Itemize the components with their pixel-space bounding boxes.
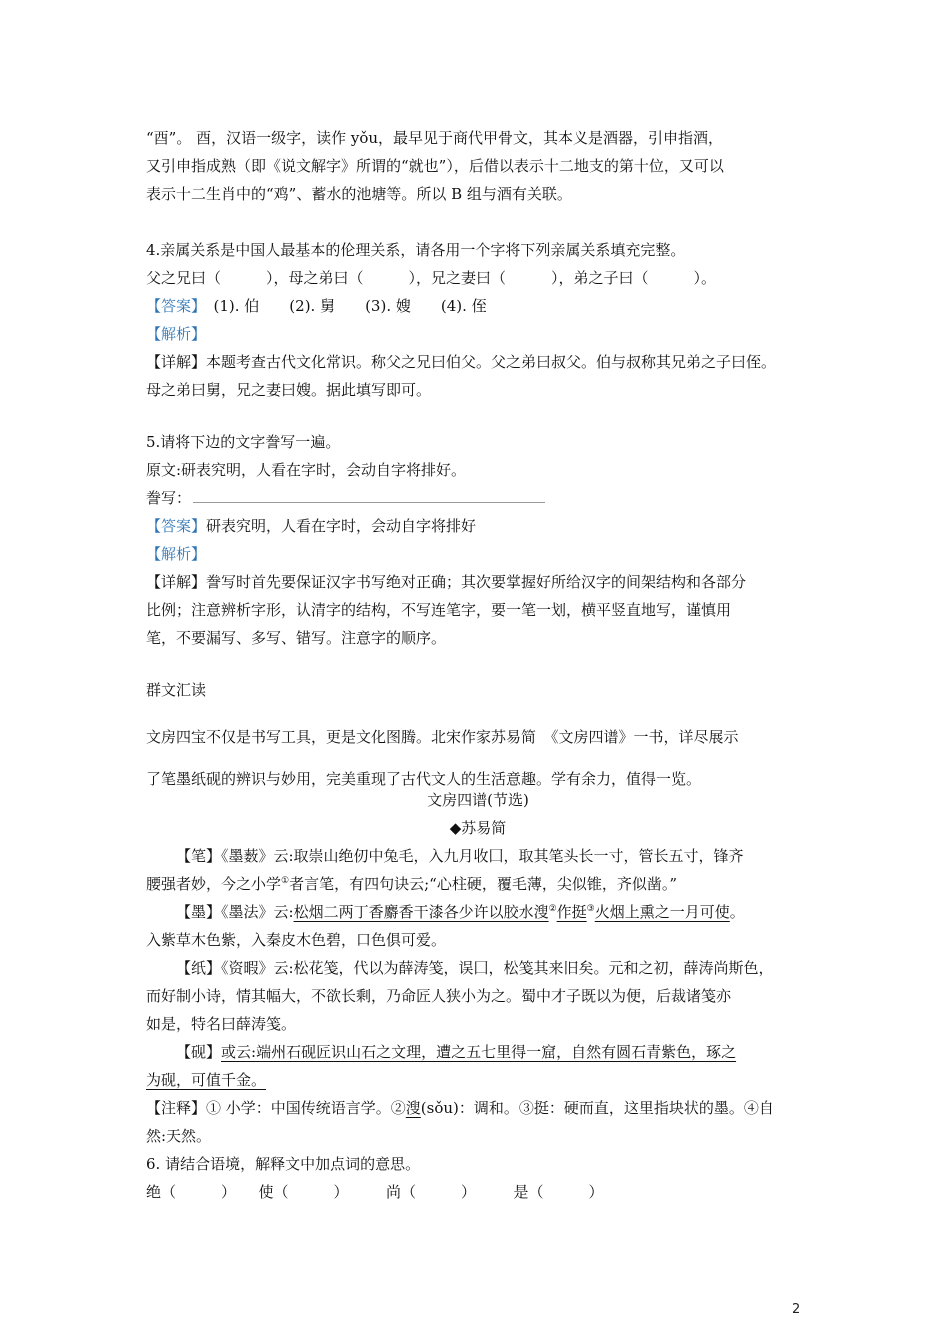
passage-zhi-line: 如是，特名曰薛涛笺。 bbox=[146, 1015, 297, 1033]
section-heading-text: 群文汇读 bbox=[146, 681, 207, 699]
intro-line: “酉”。 酉，汉语一级字，读作 yǒu，最早见于商代甲骨文，其本义是酒器，引申指酒， bbox=[146, 129, 724, 147]
question-4-text: 4.亲属关系是中国人最基本的伦理关系，请各用一个字将下列亲属关系填充完整。 bbox=[146, 241, 686, 259]
notes-line: 然:天然。 bbox=[146, 1127, 212, 1145]
question-5-answer bbox=[146, 512, 810, 540]
analysis-label: 【解析】 bbox=[146, 545, 207, 563]
question-6-blanks: 绝（ ） 使（ ） 尚（ ） 是（ ） bbox=[146, 1183, 604, 1201]
underlined-text: 溲 bbox=[405, 1099, 421, 1117]
answer-label: 【答案】 bbox=[146, 297, 199, 315]
section-intro-line: 文房四宝不仅是书写工具，更是文化图腾。北宋作家苏易简 《文房四谱》一书，详尽展示 bbox=[146, 728, 739, 746]
footnote-marker: ③ bbox=[586, 904, 595, 914]
question-5-original: 原文:研表究明，人看在字时，会动自字将排好。 bbox=[146, 461, 467, 479]
passage-yan-line bbox=[146, 1038, 810, 1066]
detail-line: 笔，不要漏写、多写、错写。注意字的顺序。 bbox=[146, 629, 447, 647]
passage-zhi-line: 而好制小诗，情其幅大，不欲长剩，乃命匠人狭小为之。蜀中才子既以为便，后裁诸笺亦 bbox=[146, 987, 732, 1005]
passage-text: 腰强者妙，今之小学 bbox=[146, 875, 282, 893]
passage-author: ◆苏易简 bbox=[449, 819, 507, 837]
intro-line: 表示十二生肖中的“鸡”、蓄水的池塘等。所以 B 组与酒有关联。 bbox=[146, 185, 572, 203]
passage-mo-line bbox=[146, 898, 810, 926]
footnote-marker: ② bbox=[548, 904, 557, 914]
passage-text: 【砚】 bbox=[176, 1043, 222, 1061]
underlined-text: 或云:端州石砚匠识山石之文理，遭之五七里得一窟，自然有圆石青紫色，琢之 bbox=[221, 1043, 737, 1061]
section-heading bbox=[146, 676, 810, 704]
answer-label: 【答案】 bbox=[146, 517, 207, 535]
page-number: 2 bbox=[792, 1302, 801, 1317]
passage bbox=[146, 786, 810, 1206]
analysis-label: 【解析】 bbox=[146, 325, 207, 343]
question-5-copy-row bbox=[146, 484, 810, 512]
detail-line: 母之弟曰舅，兄之妻曰嫂。据此填写即可。 bbox=[146, 381, 432, 399]
question-6-text: 6. 请结合语境，解释文中加点词的意思。 bbox=[146, 1155, 421, 1173]
notes-text: (sǒu)：调和。③挺：硬而直，这里指块状的墨。④自 bbox=[420, 1099, 774, 1117]
question-4-blanks: 父之兄曰（ ），母之弟曰（ ），兄之妻曰（ ），弟之子曰（ ）。 bbox=[146, 269, 717, 287]
underlined-text: 火烟上熏之一月可使 bbox=[594, 903, 730, 921]
footnote-marker: ① bbox=[281, 876, 290, 886]
question-4-answer bbox=[146, 292, 810, 320]
question-5 bbox=[146, 428, 810, 652]
passage-yan-line bbox=[146, 1066, 810, 1094]
intro-paragraph bbox=[146, 124, 810, 208]
question-5-text: 5.请将下边的文字誊写一遍。 bbox=[146, 433, 341, 451]
underlined-text: 作挺 bbox=[556, 903, 587, 921]
passage-bi-line: 【笔】《墨薮》云:取崇山绝仞中兔毛，入九月收囗，取其笔头长一寸，管长五寸，锋齐 bbox=[176, 847, 744, 865]
detail-line: 比例；注意辨析字形，认清字的结构，不写连笔字，要一笔一划，横平竖直地写，谨慎用 bbox=[146, 601, 732, 619]
underlined-text: 为砚，可值千金。 bbox=[146, 1071, 267, 1089]
notes-text: 【注释】① 小学：中国传统语言学。② bbox=[146, 1099, 406, 1117]
copy-label: 誊写： bbox=[146, 489, 192, 507]
passage-mo-line: 入紫草木色紫，入秦皮木色碧，口色俱可爱。 bbox=[146, 931, 447, 949]
notes-line bbox=[146, 1094, 810, 1122]
passage-text: 者言笔，有四句诀云;“心柱硬，覆毛薄，尖似锥，齐似凿。” bbox=[289, 875, 677, 893]
passage-text: 【墨】《墨法》云: bbox=[176, 903, 294, 921]
answer-text: 研表究明，人看在字时，会动自字将排好 bbox=[206, 517, 477, 535]
question-4 bbox=[146, 236, 810, 404]
passage-zhi-line: 【纸】《资暇》云:松花笺，代以为薛涛笺，误囗，松笺其来旧矣。元和之初，薛涛尚斯色， bbox=[176, 959, 774, 977]
underlined-text: 松烟二两丁香麝香干漆各少许以胶水溲 bbox=[293, 903, 549, 921]
passage-title: 文房四谱(节选) bbox=[427, 791, 529, 809]
passage-text: 。 bbox=[729, 903, 745, 921]
detail-line: 【详解】本题考查古代文化常识。称父之兄曰伯父。父之弟曰叔父。伯与叔称其兄弟之子曰侄。 bbox=[146, 353, 777, 371]
section-intro-line: 了笔墨纸砚的辨识与妙用，完美重现了古代文人的生活意趣。学有余力，值得一览。 bbox=[146, 770, 702, 788]
intro-line: 又引申指成熟（即《说文解字》所谓的“就也”），后借以表示十二地支的第十位，又可以 bbox=[146, 157, 724, 175]
copy-writing-line[interactable] bbox=[193, 488, 545, 503]
detail-line: 【详解】誊写时首先要保证汉字书写绝对正确；其次要掌握好所给汉字的间架结构和各部分 bbox=[146, 573, 747, 591]
passage-bi-line bbox=[146, 870, 810, 898]
answer-text: (1). 伯 (2). 舅 (3). 嫂 (4). 侄 bbox=[198, 297, 487, 315]
